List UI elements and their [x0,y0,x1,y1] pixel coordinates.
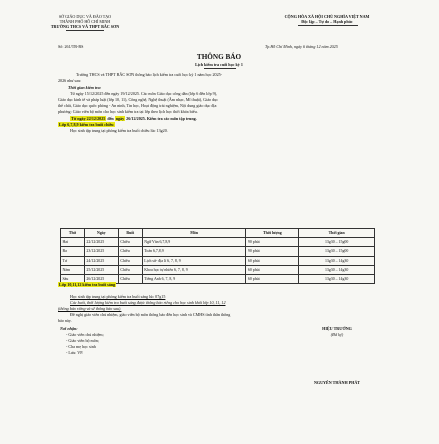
column-header: Ngày [84,229,118,238]
column-header: Thời lượng [246,229,299,238]
table-cell: 13g30 – 14g30 [299,275,375,284]
para1-line-4: phương: Giáo viên bộ môn cho học sinh kiểm tra tại lớp theo lịch học thời khóa biểu. [58,109,198,114]
table-cell: Ngữ Văn 6,7,8,9 [142,238,246,247]
para1-line-3: thể chất, Giáo dục quốc phòng - An ninh, Tin học, Hoạt động trải nghiệm, Nội dung giáo dục địa [58,103,217,108]
recipient-item: - Giáo viên bộ môn; [66,338,99,343]
recipient-item: - Cha mẹ học sinh [66,344,96,349]
table-caption: Học sinh tập trung tại phòng kiểm tra buổi chiều lúc 13g20. [70,128,168,133]
recipient-item: - Lưu: VP. [66,350,84,355]
date-range-highlight: Từ ngày 22/12/2025 [71,116,106,121]
nation-line-1: CỘNG HÒA XÃ HỘI CHỦ NGHĨA VIỆT NAM [284,14,370,19]
table-cell: Chiều [118,265,142,274]
national-motto-block [232,14,422,24]
time-heading: Thời gian kiểm tra: [68,85,102,90]
table-cell: Lịch sử- địa lí 6, 7, 8, 9 [142,256,246,265]
table-cell: 90 phút [246,238,299,247]
recipient-item: - Giáo viên chủ nhiệm; [66,332,104,337]
table-cell: Khoa học tự nhiên 6, 7, 8, 9 [142,265,246,274]
table-cell: Tư [61,256,85,265]
table-cell: 60 phút [246,275,299,284]
after-line-2: Các buổi, thời lượng kiểm tra buổi sáng được thông báo riêng cho học sinh khối lớp 10, 11, 12 [70,300,226,305]
table-cell: Hai [61,238,85,247]
motto-underline [298,25,358,26]
para2-line-2 [58,122,115,127]
org-name-block [30,14,140,29]
intro-line-1: Trường THCS và THPT BẮC SƠN thông báo lịch kiểm tra cuối học kỳ 1 năm học 2025- [76,72,223,77]
table-cell: Ba [61,247,85,256]
table-cell: Tiếng Anh 6, 7, 8, 9 [142,275,246,284]
after-line-3: (thông báo riêng và sẽ thông báo sau). [58,306,122,311]
title-underline [204,68,236,69]
signer-name: NGUYỄN THÀNH PHÁT [313,380,361,385]
table-cell: Chiều [118,275,142,284]
intro-line-2: 2026 như sau: [58,78,82,83]
table-cell: 60 phút [246,256,299,265]
after-line-1: Học sinh tập trung tại phòng kiểm tra buổi sáng lúc 07g15 [70,294,166,299]
table-cell: 90 phút [246,247,299,256]
morning-grades-highlight: Lớp 10,11,12 kiểm tra buổi sáng [59,282,116,287]
table-row [61,265,375,274]
table-cell: Chiều [118,256,142,265]
table-cell: 26/12/2025 [84,275,118,284]
org-underline [66,30,104,31]
nation-line-2: Độc lập – Tự do – Hạnh phúc [301,19,353,24]
table-cell: 13g30 – 14g30 [299,256,375,265]
para2-rest: 26/12/2025. Kiểm tra các môn tập trung. [125,116,197,121]
table-header-row [61,229,375,238]
table-row [61,238,375,247]
table-cell: 22/12/2025 [84,238,118,247]
document-number: Số: 261/TB-BS [58,44,84,49]
table-cell: 25/12/2025 [84,265,118,274]
table-cell: 13g30 – 15g00 [299,238,375,247]
para2-line-1 [70,116,197,121]
table-cell: 60 phút [246,265,299,274]
table-cell: 24/12/2025 [84,256,118,265]
page-subtitle: Lịch kiểm tra cuối học kỳ 1 [195,62,243,67]
exam-schedule-table [60,228,375,284]
table-cell: Toán 6,7,8,9 [142,247,246,256]
para1-line-1: Từ ngày 15/12/2025 đến ngày 19/12/2025. Các môn Giáo dục công dân (lớp 6 đến lớp 9), [70,91,218,96]
table-cell: 13g30 – 14g30 [299,265,375,274]
table-cell: 23/12/2025 [84,247,118,256]
column-header: Thời gian [299,229,375,238]
page-title: THÔNG BÁO [196,53,242,61]
afternoon-grades-highlight: Lớp 6,7,8,9 kiểm tra buổi chiều [59,122,114,127]
table-cell: 13g30 – 15g00 [299,247,375,256]
date-highlight: ngày [115,116,125,121]
org-line-3: TRƯỜNG THCS VÀ THPT BẮC SƠN [50,24,120,29]
place-date: Tp.Hồ Chí Minh, ngày 6 tháng 12 năm 2025 [265,44,338,49]
signer-role: HIỆU TRƯỞNG [322,326,352,331]
morning-grades-line [58,282,116,287]
column-header: Buổi [118,229,142,238]
table-cell: Sáu [61,275,85,284]
recipients-heading: Nơi nhận: [60,326,78,331]
table-cell: Chiều [118,238,142,247]
after-line-4: Đề nghị giáo viên chủ nhiệm, giáo viên bộ môn thông báo đến học sinh và CMHS tình thần thông [70,312,231,317]
org-line-1: SỞ GIÁO DỤC VÀ ĐÀO TẠO [58,14,112,19]
table-cell: Chiều [118,247,142,256]
para1-line-2: Giáo dục kinh tế và pháp luật (lớp 10, 11), Công nghệ, Nghệ thuật (Âm nhạc, Mĩ thuật), Giáo dục [58,97,219,102]
column-header: Thứ [61,229,85,238]
org-line-2: THÀNH PHỐ HỒ CHÍ MINH [59,19,111,24]
after-line-5: báo này. [58,318,72,323]
table-row [61,247,375,256]
para2-mid: đến [106,116,115,121]
column-header: Môn [142,229,246,238]
table-row [61,256,375,265]
table-cell: Năm [61,265,85,274]
signed-mark: (Đã ký) [330,332,344,337]
